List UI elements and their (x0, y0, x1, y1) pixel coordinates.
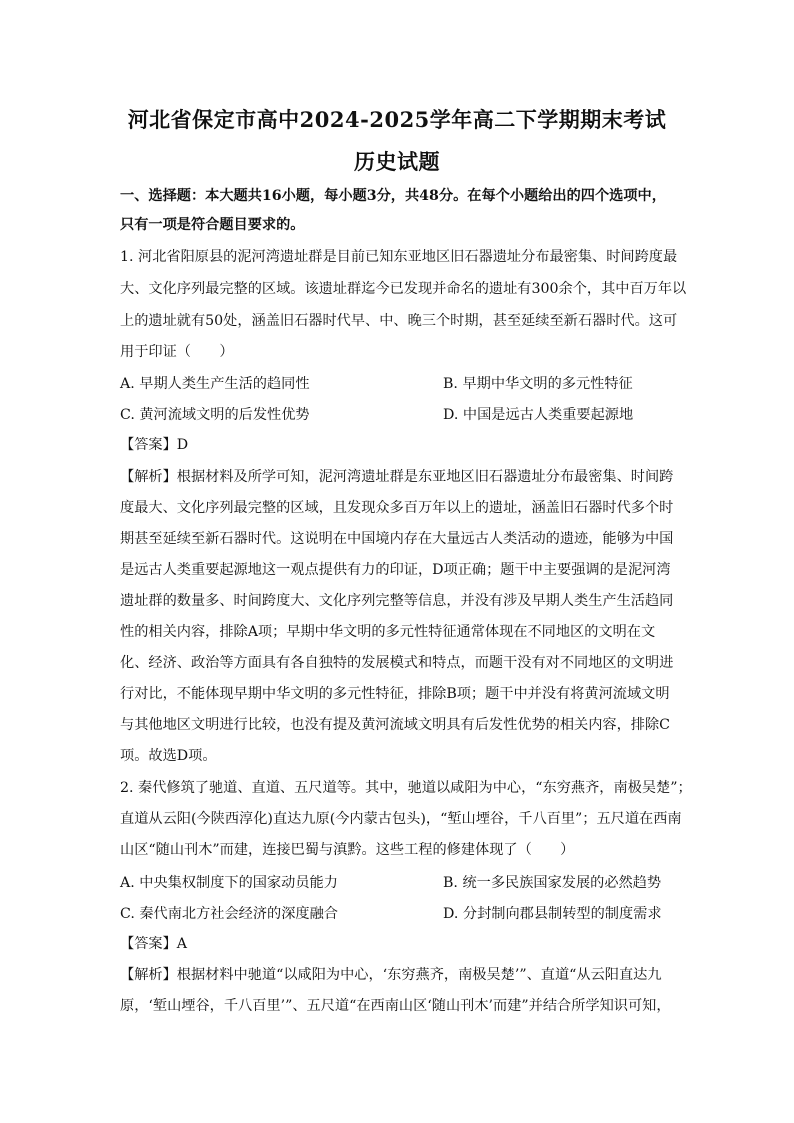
question-1-answer: 【答案】D (120, 437, 189, 453)
question-2-option-a: A. 中央集权制度下的国家动员能力 (120, 875, 338, 891)
question-1-option-a: A. 早期人类生产生活的趋同性 (120, 376, 310, 392)
question-1-text: 上的遗址就有50处，涵盖旧石器时代早、中、晚三个时期，甚至延续至新石器时代。这可 (120, 313, 678, 329)
question-1-analysis: 与其他地区文明进行比较，也没有提及黄河流域文明具有后发性优势的相关内容，排除C (120, 717, 670, 733)
question-1-analysis: 遗址群的数量多、时间跨度大、文化序列完整等信息，并没有涉及早期人类生产生活趋同 (120, 593, 674, 609)
question-2-option-c: C. 秦代南北方社会经济的深度融合 (120, 906, 338, 922)
question-1-option-c: C. 黄河流域文明的后发性优势 (120, 407, 310, 423)
question-1-text: 大、文化序列最完整的区域。该遗址群迄今已发现并命名的遗址有300余个，其中百万年以 (120, 281, 687, 297)
question-1-text: 用于印证（ ） (120, 344, 234, 360)
question-1-analysis: 化、经济、政治等方面具有各自独特的发展模式和特点，而题干没有对不同地区的文明进 (120, 655, 674, 671)
question-1-analysis: 期甚至延续至新石器时代。这说明在中国境内存在大量远古人类活动的遗迹，能够为中国 (120, 531, 674, 547)
question-2-text: 直道从云阳(今陕西淳化)直达九原(今内蒙古包头)，“堑山堙谷，千八百里”；五尺道在西南 (120, 811, 682, 827)
section-heading: 一、选择题：本大题共16小题，每小题3分，共48分。在每个小题给出的四个选项中， (120, 188, 666, 204)
question-2-analysis: 原，‘堑山堙谷，千八百里’”、五尺道“在西南山区‘随山刊木’而建”并结合所学知识可知， (120, 998, 671, 1014)
question-1-analysis: 是远古人类重要起源地这一观点提供有力的印证，D项正确；题干中主要强调的是泥河湾 (120, 562, 671, 578)
question-1-analysis: 行对比，不能体现早期中华文明的多元性特征，排除B项；题干中并没有将黄河流域文明 (120, 686, 670, 702)
question-1-analysis: 项。故选D项。 (120, 748, 217, 764)
question-1-option-d: D. 中国是远古人类重要起源地 (443, 407, 634, 423)
question-1-analysis: 【解析】根据材料及所学可知，泥河湾遗址群是东亚地区旧石器遗址分布最密集、时间跨 (120, 469, 674, 485)
question-2-text: 2. 秦代修筑了驰道、直道、五尺道等。其中，驰道以咸阳为中心，“东穷燕齐，南极吴楚”； (120, 780, 692, 796)
question-1-option-b: B. 早期中华文明的多元性特征 (443, 376, 633, 392)
question-1-analysis: 度最大、文化序列最完整的区域，且发现众多百万年以上的遗址，涵盖旧石器时代多个时 (120, 500, 674, 516)
question-2-option-d: D. 分封制向郡县制转型的制度需求 (443, 906, 662, 922)
question-1-analysis: 性的相关内容，排除A项；早期中华文明的多元性特征通常体现在不同地区的文明在文 (120, 624, 656, 640)
question-2-answer: 【答案】A (120, 936, 187, 952)
question-2-text: 山区“随山刊木”而建，连接巴蜀与滇黔。这些工程的修建体现了（ ） (120, 842, 575, 858)
section-heading-cont: 只有一项是符合题目要求的。 (120, 217, 305, 233)
document-subtitle: 历史试题 (354, 149, 440, 174)
document-title: 河北省保定市高中2024-2025学年高二下学期期末考试 (127, 107, 667, 132)
question-2-option-b: B. 统一多民族国家发展的必然趋势 (443, 875, 662, 891)
question-1-text: 1. 河北省阳原县的泥河湾遗址群是目前已知东亚地区旧石器遗址分布最密集、时间跨度最 (120, 249, 678, 265)
question-2-analysis: 【解析】根据材料中驰道“以咸阳为中心，‘东穷燕齐，南极吴楚’”、直道“从云阳直达九 (120, 967, 662, 983)
